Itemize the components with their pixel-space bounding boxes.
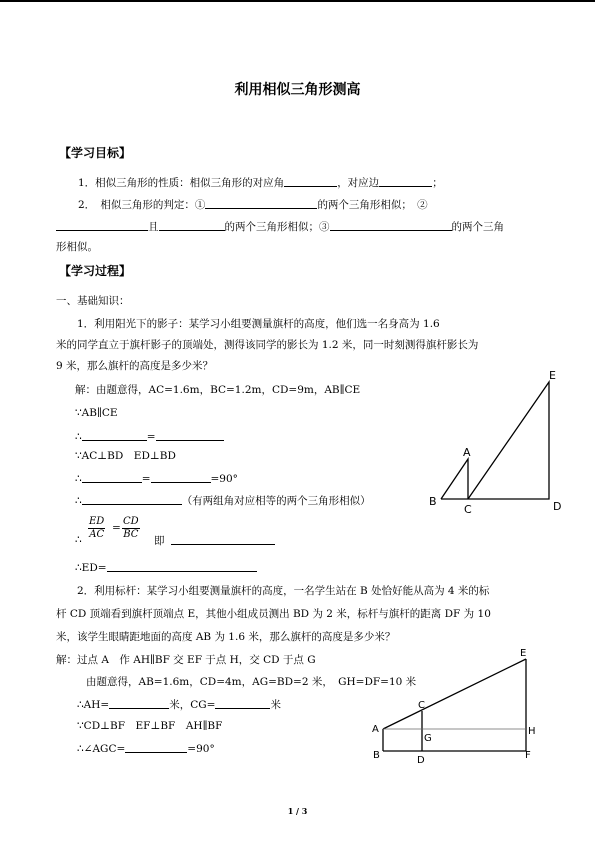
label-e: E	[520, 648, 527, 659]
ah-equals: ∴AH=	[77, 699, 110, 711]
ed-equals: ∴ED=	[75, 562, 107, 574]
problem-1-step-7	[75, 560, 257, 575]
problem-1-solution: 解：由题意得，AC=1.6m，BC=1.2m，CD=9m，AB∥CE	[75, 384, 361, 396]
goal-2-text-e: 的两个三角	[451, 221, 504, 233]
fraction-numerator: CD	[123, 516, 139, 527]
problem-1-step-5-reason: （有两组角对应相等的两个三角形相似）	[181, 495, 371, 507]
blank	[379, 175, 432, 187]
problem-1-line-1: 1．利用阳光下的影子：某学习小组要测量旗杆的高度，他们选一名身高为 1.6	[77, 318, 440, 330]
label-c: C	[418, 700, 425, 711]
problem-2-step-1	[77, 697, 281, 712]
fraction-denominator: AC	[89, 529, 105, 540]
blank	[151, 471, 211, 483]
fraction-cd-bc	[122, 516, 140, 541]
blank	[107, 560, 257, 572]
label-d: D	[553, 500, 562, 513]
label-b: B	[429, 495, 437, 508]
cg-equals: 米，CG=	[169, 699, 216, 711]
problem-2-step-2: ∵CD⊥BF EF⊥BF AH∥BF	[77, 720, 223, 732]
goal-2-line-3: 形相似。	[56, 241, 98, 253]
blank	[205, 197, 317, 209]
figure-2-sightline-ae	[383, 659, 526, 729]
equals-sign: =	[146, 431, 156, 443]
goal-2-text-a: 2． 相似三角形的判定：①	[78, 199, 206, 211]
label-a: A	[372, 724, 379, 735]
part-1-heading: 一、基础知识：	[56, 295, 130, 307]
therefore-symbol: ∴	[75, 473, 82, 485]
problem-1-line-2: 米的同学直立于旗杆影子的顶端处，测得该同学的影长为 1.2 米，同一时刻测得旗杆影长为	[56, 339, 479, 351]
goal-2-line-2	[56, 219, 504, 234]
label-h: H	[528, 726, 536, 737]
blank	[330, 219, 452, 231]
fraction-denominator: BC	[123, 529, 139, 540]
therefore-symbol: ∴	[75, 495, 82, 507]
blank	[159, 219, 225, 231]
section-heading-process: 【学习过程】	[59, 264, 132, 278]
label-d: D	[417, 755, 425, 766]
page-title: 利用相似三角形测高	[234, 82, 361, 98]
blank	[156, 429, 224, 441]
unit-meter: 米	[270, 699, 281, 711]
problem-1-step-6	[154, 533, 275, 548]
fraction-ed-ac	[88, 516, 105, 541]
goal-2-text-c: 且	[148, 221, 159, 233]
therefore-symbol: ∴	[75, 534, 82, 546]
problem-1-step-5	[75, 493, 371, 508]
therefore-symbol: ∴	[75, 431, 82, 443]
blank	[82, 493, 182, 505]
blank	[215, 697, 270, 709]
problem-1-step-4-end: =90°	[210, 473, 238, 485]
angle-agc-equals: ∴∠AGC=	[77, 743, 126, 755]
goal-1-text-c: ；	[432, 177, 443, 189]
problem-2-line-1: 2．利用标杆：某学习小组要测量旗杆的高度，一名学生站在 B 处恰好能从高为 4 米的标	[77, 585, 490, 597]
problem-2-step-3	[77, 741, 215, 756]
label-c: C	[464, 503, 472, 516]
blank	[125, 741, 187, 753]
goal-1-text-b: ，对应边	[337, 177, 380, 189]
blank	[56, 219, 148, 231]
problem-1-line-3: 9 米，那么旗杆的高度是多少米？	[56, 360, 214, 372]
label-g: G	[424, 733, 432, 744]
label-e: E	[549, 369, 556, 382]
problem-2-given: 由题意得，AB=1.6m，CD=4m，AG=BD=2 米， GH=DF=10 米	[86, 676, 417, 688]
namely-text: 即	[154, 535, 165, 547]
goal-2-text-b: 的两个三角形相似； ②	[317, 199, 428, 211]
figure-1-large-triangle	[441, 382, 549, 499]
blank	[284, 175, 337, 187]
blank	[171, 533, 275, 545]
figure-1-small-triangle	[441, 459, 468, 499]
problem-1-step-3: ∵AC⊥BD ED⊥BD	[75, 450, 176, 462]
problem-1-step-1: ∵AB∥CE	[75, 407, 118, 419]
page-number: 1 / 3	[287, 806, 308, 816]
label-a: A	[463, 446, 471, 459]
problem-2-line-2: 杆 CD 顶端看到旗杆顶端点 E，其他小组成员测出 BD 为 2 米，标杆与旗杆的距离 DF 为 10	[56, 608, 491, 620]
label-b: B	[373, 750, 380, 761]
figure-2-pole-diagram	[368, 645, 548, 770]
blank	[109, 697, 169, 709]
blank	[82, 429, 147, 441]
equals-sign: =	[112, 522, 121, 534]
problem-1-step-4	[75, 471, 238, 486]
section-heading-goals: 【学习目标】	[59, 146, 132, 160]
equals-sign: =	[141, 473, 151, 485]
goal-2-text-d: 的两个三角形相似；③	[224, 221, 330, 233]
problem-2-step-3-end: =90°	[187, 743, 215, 755]
problem-2-solution: 解：过点 A 作 AH∥BF 交 EF 于点 H，交 CD 于点 G	[56, 654, 316, 666]
blank	[82, 471, 142, 483]
goal-2	[78, 197, 428, 212]
goal-1-text-a: 1．相似三角形的性质：相似三角形的对应角	[78, 177, 285, 189]
figure-1-shadow-diagram	[425, 368, 575, 518]
problem-2-line-3: 米，该学生眼睛距地面的高度 AB 为 1.6 米，那么旗杆的高度是多少米？	[56, 631, 396, 643]
problem-1-step-2	[75, 429, 224, 444]
top-border-line	[0, 0, 595, 2]
fraction-numerator: ED	[89, 516, 105, 527]
goal-1	[78, 175, 443, 190]
label-f: F	[525, 750, 531, 761]
